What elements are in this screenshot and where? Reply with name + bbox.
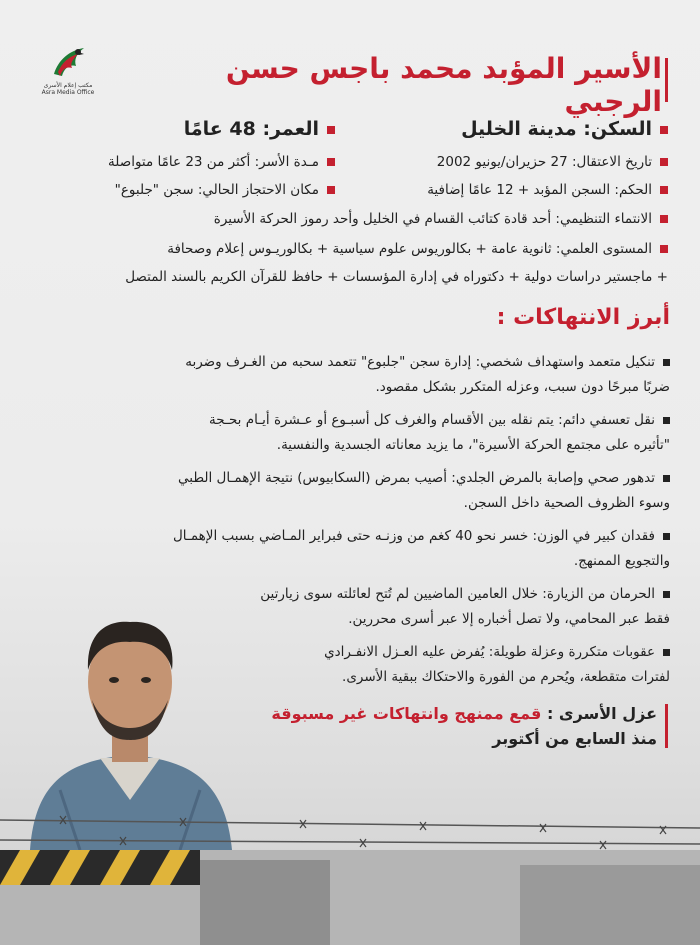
logo-arabic-text: مكتب إعلام الأسرى <box>43 82 93 89</box>
bullet-square-icon <box>327 186 335 194</box>
violations-heading: أبرز الانتهاكات : <box>496 305 670 330</box>
bullet-square-icon <box>663 417 670 424</box>
title-accent-rule <box>665 58 668 102</box>
bullet-square-icon <box>660 186 668 194</box>
education-continued-line: + ماجستير دراسات دولية + دكتوراه في إدارة المؤسسات + حافظ للقرآن الكريم بالسند المتصل <box>125 269 668 285</box>
org-logo <box>40 42 96 100</box>
residence-line: السكن: مدينة الخليل <box>461 118 668 140</box>
bullet-square-icon <box>660 126 668 134</box>
bullet-square-icon <box>663 533 670 540</box>
arrest-date-line: تاريخ الاعتقال: 27 حزيران/يونيو 2002 <box>437 154 668 170</box>
isolation-headline: قمع ممنهج وانتهاكات غير مسبوقة <box>271 704 542 723</box>
page-title: الأسير المؤبد محمد باجس حسن الرجبي <box>225 52 662 118</box>
prison-wall-illustration <box>0 810 700 945</box>
bullet-square-icon <box>327 158 335 166</box>
bullet-square-icon <box>660 158 668 166</box>
affiliation-line: الانتماء التنظيمي: أحد قادة كتائب القسام في الخليل وأحد رموز الحركة الأسيرة <box>214 211 668 227</box>
bird-logo-icon <box>48 42 88 82</box>
bullet-square-icon <box>663 591 670 598</box>
violation-item: تنكيل متعمد واستهداف شخصي: إدارة سجن "جلبوع" تتعمد سحبه من الغـرف وضربه ضربًا مبرحًا دون سبب، وعزله المتكرر بشكل مقصود. <box>185 354 670 395</box>
bullet-square-icon <box>663 475 670 482</box>
violation-item: الحرمان من الزيارة: خلال العامين الماضيين لم تُتح لعائلته سوى زيارتين فقط عبر المحامي، ولا تصل أخباره إلا عبر أسرى محررين. <box>260 586 670 627</box>
bullet-square-icon <box>663 649 670 656</box>
bullet-square-icon <box>660 245 668 253</box>
captivity-line: مـدة الأسر: أكثر من 23 عامًا متواصلة <box>108 154 335 170</box>
violation-item: نقل تعسفي دائم: يتم نقله بين الأقسام والغرف كل أسبـوع أو عـشرة أيـام بحـجة "تأثيره على مجتمع الحركة الأسيرة"، ما يزيد معاناته الجسدية والنفسية. <box>209 412 670 453</box>
sentence-line: الحكم: السجن المؤبد + 12 عامًا إضافية <box>427 182 668 198</box>
isolation-callout <box>271 704 668 748</box>
isolation-label: عزل الأسرى : <box>546 704 657 723</box>
age-line: العمر: 48 عامًا <box>184 118 335 140</box>
bullet-square-icon <box>660 215 668 223</box>
bullet-square-icon <box>327 126 335 134</box>
isolation-since: منذ السابع من أكتوبر <box>492 729 657 748</box>
education-line: المستوى العلمي: ثانوية عامة + بكالوريوس علوم سياسية + بكالوريـوس إعلام وصحافة <box>167 241 668 257</box>
violation-item: فقدان كبير في الوزن: خسر نحو 40 كغم من وزنـه حتى فبراير المـاضي بسبب الإهمـال والتجويع الممنهج. <box>172 528 670 569</box>
logo-english-text: Asra Media Office <box>41 89 95 96</box>
violation-item: عقوبات متكررة وعزلة طويلة: يُفرض عليه العـزل الانفـرادي لفترات متقطعة، ويُحرم من الفورة والاحتكاك ببقية الأسرى. <box>324 644 670 685</box>
bullet-square-icon <box>663 359 670 366</box>
violation-item: تدهور صحي وإصابة بالمرض الجلدي: أصيب بمرض (السكابيوس) نتيجة الإهمـال الطبي وسوء الظروف الصحية داخل السجن. <box>178 470 670 511</box>
current-prison-line: مكان الاحتجاز الحالي: سجن "جلبوع" <box>115 182 335 198</box>
